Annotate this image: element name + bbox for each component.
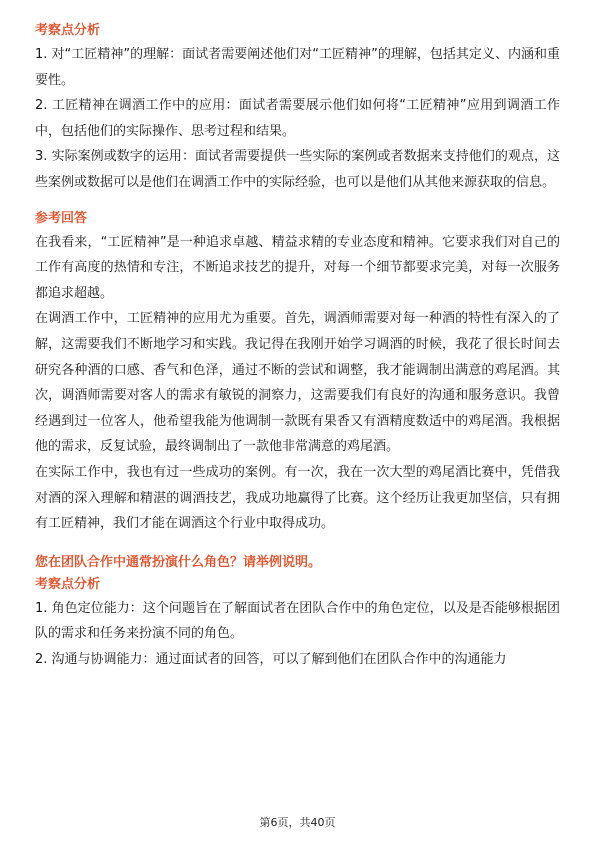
analysis-item: 2. 沟通与协调能力：通过面试者的回答，可以了解到他们在团队合作中的沟通能力 [35,651,507,667]
analysis-item: 1. 角色定位能力：这个问题旨在了解面试者在团队合作中的角色定位，以及是否能够根据团队的需求和任务来扮演不同的角色。 [35,600,560,642]
section-heading-analysis: 考察点分析 [35,576,101,592]
answer-paragraph: 在实际工作中，我也有过一些成功的案例。有一次，我在一次大型的鸡尾酒比赛中，凭借我对酒的深入理解和精湛的调酒技艺，我成功地赢得了比赛。这个经历让我更加坚信，只有拥有工匠精神，我们才能在调酒这个行业中取得成功。 [35,464,560,532]
page-footer: 第6页，共40页 [259,816,336,829]
section-heading-answer: 参考回答 [35,210,88,226]
analysis-item: 3. 实际案例或数字的运用：面试者需要提供一些实际的案例或者数据来支持他们的观点，这些案例或数据可以是他们在调酒工作中的实际经验，也可以是他们从其他来源获取的信息。 [35,149,560,190]
analysis-item: 1. 对“工匠精神”的理解：面试者需要阐述他们对“工匠精神”的理解，包括其定义、内涵和重要性。 [35,47,560,88]
answer-paragraph: 在调酒工作中，工匠精神的应用尤为重要。首先，调酒师需要对每一种酒的特性有深入的了解，这需要我们不断地学习和实践。我记得在我刚开始学习调酒的时候，我花了很长时间去研究各种酒的口感、香气和色泽，通过不断的尝试和调整，我才能调制出满意的鸡尾酒。其次，调酒师需要对客人的需求有敏锐的洞察力，这需要我们有良好的沟通和服务意识。我曾经遇到过一位客人，他希望我能为他调制一款既有果香又有酒精度数适中的鸡尾酒。我根据他的需求，反复试验，最终调制出了一款他非常满意的鸡尾酒。 [35,311,560,455]
answer-paragraph: 在我看来，“工匠精神”是一种追求卓越、精益求精的专业态度和精神。它要求我们对自己的工作有高度的热情和专注，不断追求技艺的提升，对每一个细节都要求完美，对每一次服务都追求超越。 [35,234,560,301]
analysis-item: 2. 工匠精神在调酒工作中的应用：面试者需要展示他们如何将“工匠精神”应用到调酒工作中，包括他们的实际操作、思考过程和结果。 [35,98,560,139]
section-heading-analysis: 考察点分析 [35,23,101,38]
document-page [35,20,560,672]
question-heading: 您在团队合作中通常扮演什么角色？请举例说明。 [35,554,322,570]
